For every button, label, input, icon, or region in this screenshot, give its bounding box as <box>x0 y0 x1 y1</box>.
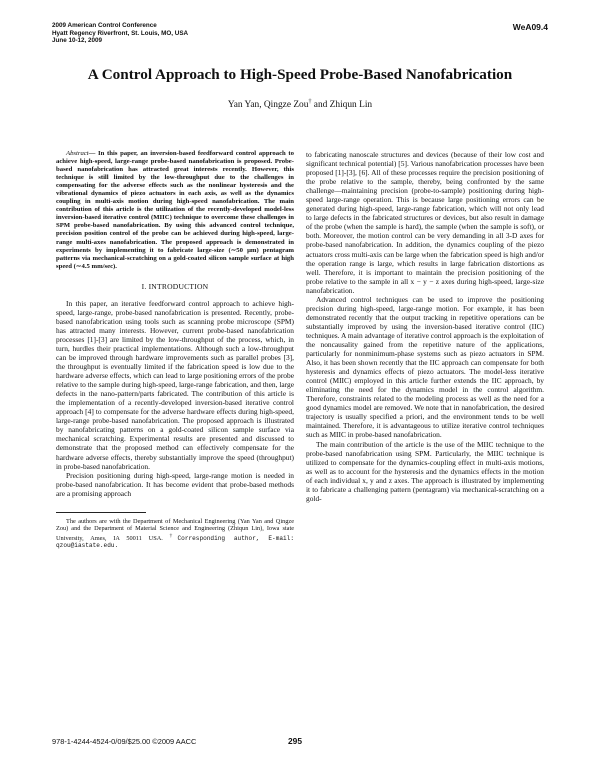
intro-paragraph-5: The main contribution of the article is the use of the MIIC technique to the probe-based nanofabrication using SPM. Particularly, the MIIC technique is utilized to compensate for the dynamics-coupling effect in multi-axis motions, as well as to account for the hysteresis and the dynamics effects in the motion of each individual x, y and z axes. The approach is illustrated by implementing it to fabricate a challenging pattern (pentagram) via mechanical-scratching on a gold- <box>306 439 544 503</box>
intro-paragraph-1: In this paper, an iterative feedforward control approach to achieve high-speed, large-range, probe-based nanofabrication is presented. Recently, probe-based nanofabrication using tools such as scanning probe microscope (SPM) has attracted many interests. However, current probe-based nanofabrication processes [1]-[3] are limited by the low-throughput of the process, which, in turn, hurdles their practical implementations. Although such a low-throughput can be improved through hardware improvements such as parallel probes [3], the throughput is eventually limited if the fabrication speed is low due to the hardware adverse effects, which can lead to large positioning errors of the probe relative to the sample during high-speed, large-range fabrication, and then, large defects in the nano-pattern/parts fabricated. The contribution of this article is the implementation of a recently-developed inversion-based iterative control approach [4] to compensate for the adverse hardware effects during high-speed, large-range probe-based nanofabrication. The proposed approach is illustrated by nanofabricating patterns on a gold-coated silicon sample surface via mechanical scratching. Experimental results are presented and discussed to demonstrate that the proposed method can effectively compensate for the hardware adverse effects, thereby substantially improve the speed (throughput) in probe-based nanofabrication. <box>56 298 294 471</box>
right-column <box>306 150 544 503</box>
abstract-label: Abstract <box>66 150 89 157</box>
author-names-end: and Zhiqun Lin <box>311 100 373 111</box>
abstract-dash: — <box>88 150 99 157</box>
footer-isbn: 978-1-4244-4524-0/09/$25.00 ©2009 AACC <box>52 737 197 746</box>
abstract-text: In this paper, an inversion-based feedforward control approach to achieve high-speed, large-range probe-based nanofabrication is proposed. Probe-based nanofabrication has attracted great interests recently. However, this technique is still limited by the low-throughput due to the challenges in compensating for the adverse effects such as the nonlinear hysteresis and the vibrational dynamics of piezo actuators in each axis, as well as the dynamics coupling in multi-axis motion during high-speed nanofabrication. The main contribution of this article is the utilization of the recently-developed model-less inversion-based iterative control (MIIC) technique to overcome these challenges in SPM probe-based nanofabrication. By using this advanced control technique, precision position control of the probe can be achieved during high-speed, large-range multi-axes nanofabrication. The proposed approach is demonstrated in experiments by implementing it to fabricate large-size (∼50 μm) pentagram patterns via mechanical-scratching on a gold-coated silicon sample surface at high speed (∼4.5 mm/sec). <box>56 150 295 270</box>
intro-paragraph-2: Precision positioning during high-speed, large-range motion is needed in probe-based nanofabrication. It has become evident that probe-based methods are a promising approach <box>56 470 294 498</box>
footnote-rule <box>56 512 146 513</box>
paper-title: A Control Approach to High-Speed Probe-Based Nanofabrication <box>87 66 513 83</box>
footnote-affiliation: The authors are with the Department of Mechanical Engineering (Yan Yan and Qingze Zou) and the Department of Material Science and Engineering (Zhiqun Lin), Iowa state University, Ames, IA 50011 USA. <box>56 517 294 542</box>
conference-dates: June 10-12, 2009 <box>52 37 103 45</box>
page-number: 295 <box>288 736 302 746</box>
conference-venue: Hyatt Regency Riverfront, St. Louis, MO, USA <box>52 29 189 37</box>
intro-paragraph-3: to fabricating nanoscale structures and devices (because of their low cost and significant technical potential) [5]. Various nanofabrication processes have been proposed [1]-[3], [6]. All of these processes require the precision positioning of the probe relative to the sample, thereby, being confronted by the same challenge—maintaining precision (probe-to-sample) positioning during high-speed large-range operation. This is because large positioning errors can be generated during high-speed, large-range fabrication, which will not only lead to large defects in the fabricated structures or devices, but also result in damage of the probe (when the sample is hard), the sample (when the sample is soft), or both. Moreover, the motion control can be very demanding in all 3-D axes for probe-based nanofabrication. In addition, the dynamics coupling of the piezo actuators cross multi-axis can be large when the fabrication speed is high and/or the operation range is large, which results in large fabrication distortions as well. Therefore, it is important to maintain the precision positioning of the probe relative to the sample in all x − y − z axes during high-speed, large-size nanofabrication. <box>306 150 544 295</box>
dagger-mark: † <box>308 99 312 105</box>
left-column <box>56 150 294 549</box>
abstract <box>56 150 294 271</box>
footnote-dagger: † <box>169 532 178 539</box>
conference-header <box>52 22 188 45</box>
intro-paragraph-4: Advanced control techniques can be used to improve the positioning precision during high-speed, large-range motion. For example, it has been demonstrated recently that the output tracking in repetitive operations can be substantially improved by using the inversion-based iterative control (IIC) techniques. A main advantage of iterative control approach is the exploitation of the noncausality gained from the repetitive nature of the applications, particularly for nonminimum-phase systems such as piezo actuators in SPM. Also, it has been shown recently that the IIC approach can compensate for both hysteresis and dynamics effects of piezo actuators. The model-less iterative control (MIIC) employed in this article further extends the IIC approach, by eliminating the need for the dynamics model in the control algorithm. Therefore, constraints related to the modeling process as well as the need for a good dynamics model are removed. We note that in nanofabrication, the desired trajectory is usually specified a priori, and the environment tends to be well maintained. Therefore, it is advantageous to utilize iterative control techniques such as MIIC in probe-based nanofabrication. <box>306 294 544 440</box>
author-names: Yan Yan, Qingze Zou <box>227 100 309 111</box>
section-heading-introduction: I. INTRODUCTION <box>141 281 209 291</box>
session-code: WeA09.4 <box>512 22 548 32</box>
author-footnote <box>56 518 294 550</box>
footnote-corresponding: Corresponding author, E-mail: qzou@iastate.edu. <box>56 534 294 550</box>
conference-name: 2009 American Control Conference <box>52 22 157 29</box>
author-line <box>0 97 600 111</box>
